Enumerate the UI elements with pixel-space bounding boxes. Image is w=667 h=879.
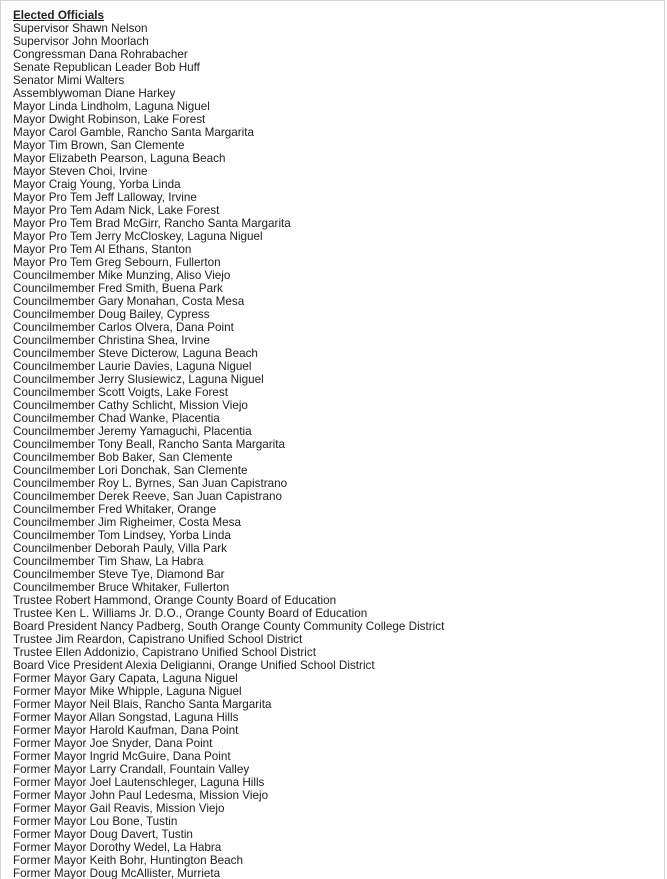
official-entry: Mayor Linda Lindholm, Laguna Niguel [13, 100, 210, 113]
official-entry: Councilmember Derek Reeve, San Juan Capistrano [13, 490, 282, 503]
official-entry: Mayor Pro Tem Adam Nick, Lake Forest [13, 204, 220, 217]
official-entry: Councilmember Gary Monahan, Costa Mesa [13, 295, 245, 308]
official-entry: Mayor Pro Tem Brad McGirr, Rancho Santa Margarita [13, 217, 291, 230]
official-entry: Mayor Dwight Robinson, Lake Forest [13, 113, 206, 126]
official-entry: Councilmember Cathy Schlicht, Mission Viejo [13, 399, 248, 412]
official-entry: Councilmember Jeremy Yamaguchi, Placentia [13, 425, 252, 438]
official-entry: Councilmember Tim Shaw, La Habra [13, 555, 204, 568]
official-entry: Senate Republican Leader Bob Huff [13, 61, 200, 74]
official-entry: Councilmember Jerry Slusiewicz, Laguna Niguel [13, 373, 264, 386]
official-entry: Mayor Pro Tem Jerry McCloskey, Laguna Niguel [13, 230, 263, 243]
official-entry: Councilmember Carlos Olvera, Dana Point [13, 321, 234, 334]
official-entry: Trustee Ken L. Williams Jr. D.O., Orange County Board of Education [13, 607, 368, 620]
official-entry: Councilmember Chad Wanke, Placentia [13, 412, 220, 425]
official-entry: Congressman Dana Rohrabacher [13, 48, 188, 61]
official-entry: Former Mayor Keith Bohr, Huntington Beach [13, 854, 243, 867]
official-entry: Mayor Steven Choi, Irvine [13, 165, 148, 178]
official-entry: Former Mayor Doug Davert, Tustin [13, 828, 193, 841]
official-entry: Councilmember Fred Smith, Buena Park [13, 282, 223, 295]
official-entry: Supervisor John Moorlach [13, 35, 149, 48]
official-entry: Mayor Craig Young, Yorba Linda [13, 178, 181, 191]
official-entry: Former Mayor Neil Blais, Rancho Santa Margarita [13, 698, 272, 711]
official-entry: Mayor Tim Brown, San Clemente [13, 139, 185, 152]
official-entry: Councilmember Steve Dicterow, Laguna Beach [13, 347, 258, 360]
official-entry: Former Mayor Allan Songstad, Laguna Hills [13, 711, 239, 724]
official-entry: Councilmember Scott Voigts, Lake Forest [13, 386, 229, 399]
official-entry: Former Mayor Joel Lautenschleger, Laguna Hills [13, 776, 265, 789]
official-entry: Councilmenber Deborah Pauly, Villa Park [13, 542, 227, 555]
official-entry: Former Mayor Larry Crandall, Fountain Valley [13, 763, 250, 776]
official-entry: Mayor Pro Tem Jeff Lalloway, Irvine [13, 191, 197, 204]
official-entry: Former Mayor Joe Snyder, Dana Point [13, 737, 213, 750]
official-entry: Trustee Robert Hammond, Orange County Board of Education [13, 594, 337, 607]
official-entry: Councilmember Christina Shea, Irvine [13, 334, 210, 347]
official-entry: Councilmember Fred Whitaker, Orange [13, 503, 217, 516]
official-entry: Mayor Elizabeth Pearson, Laguna Beach [13, 152, 226, 165]
section-heading: Elected Officials [13, 9, 104, 22]
official-entry: Former Mayor Gail Reavis, Mission Viejo [13, 802, 225, 815]
official-entry: Mayor Pro Tem Al Ethans, Stanton [13, 243, 192, 256]
official-entry: Former Mayor Harold Kaufman, Dana Point [13, 724, 239, 737]
official-entry: Councilmember Mike Munzing, Aliso Viejo [13, 269, 231, 282]
official-entry: Mayor Carol Gamble, Rancho Santa Margarita [13, 126, 254, 139]
official-entry: Board President Nancy Padberg, South Orange County Community College District [13, 620, 445, 633]
official-entry: Trustee Ellen Addonizio, Capistrano Unified School District [13, 646, 316, 659]
official-entry: Former Mayor Lou Bone, Tustin [13, 815, 178, 828]
official-entry: Councilmember Lori Donchak, San Clemente [13, 464, 248, 477]
official-entry: Councilmember Bruce Whitaker, Fullerton [13, 581, 230, 594]
official-entry: Councilmember Tony Beall, Rancho Santa Margarita [13, 438, 285, 451]
official-entry: Councilmember Doug Bailey, Cypress [13, 308, 210, 321]
official-entry: Mayor Pro Tem Greg Sebourn, Fullerton [13, 256, 221, 269]
official-entry: Assemblywoman Diane Harkey [13, 87, 176, 100]
officials-rows [13, 22, 444, 879]
official-entry: Supervisor Shawn Nelson [13, 22, 148, 35]
official-entry: Councilmember Jim Righeimer, Costa Mesa [13, 516, 241, 529]
official-entry: Former Mayor Dorothy Wedel, La Habra [13, 841, 222, 854]
official-entry: Senator Mimi Walters [13, 74, 125, 87]
official-entry: Trustee Jim Reardon, Capistrano Unified School District [13, 633, 303, 646]
official-entry: Former Mayor Gary Capata, Laguna Niguel [13, 672, 238, 685]
elected-officials-list [13, 9, 444, 879]
official-entry: Former Mayor Ingrid McGuire, Dana Point [13, 750, 231, 763]
official-entry: Councilmember Bob Baker, San Clemente [13, 451, 233, 464]
official-entry: Former Mayor John Paul Ledesma, Mission Viejo [13, 789, 269, 802]
official-entry: Board Vice President Alexia Deligianni, Orange Unified School District [13, 659, 375, 672]
official-entry: Councilmember Roy L. Byrnes, San Juan Capistrano [13, 477, 288, 490]
official-entry: Councilmember Tom Lindsey, Yorba Linda [13, 529, 231, 542]
official-entry: Councilmember Steve Tye, Diamond Bar [13, 568, 225, 581]
official-entry: Former Mayor Mike Whipple, Laguna Niguel [13, 685, 242, 698]
official-entry: Councilmember Laurie Davies, Laguna Niguel [13, 360, 252, 373]
official-entry: Former Mayor Doug McAllister, Murrieta [13, 867, 221, 879]
